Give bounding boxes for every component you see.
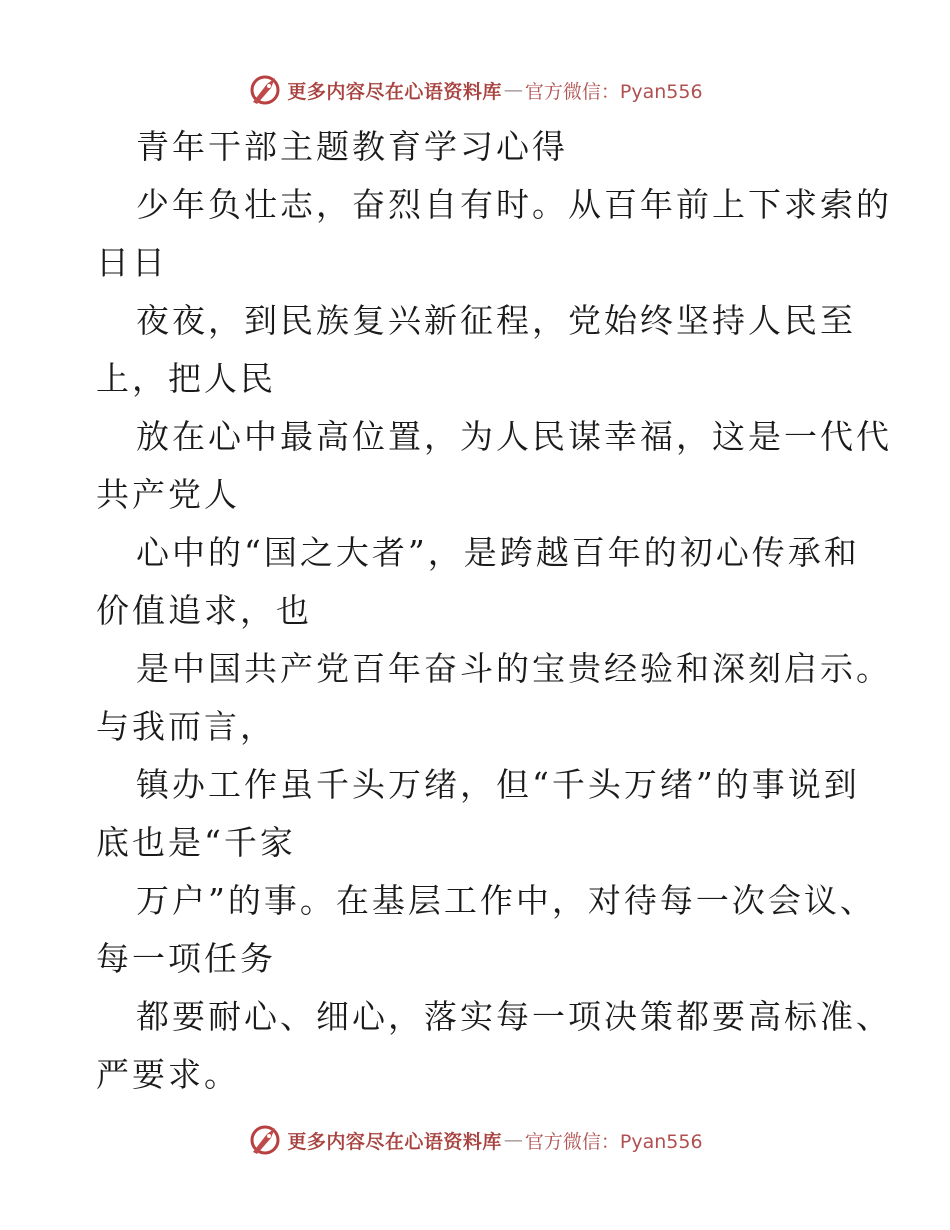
- paragraph-line: 夜夜，到民族复兴新征程，党始终坚持人民至: [136, 301, 856, 340]
- paragraph-line: 是中国共产党百年奋斗的宝贵经验和深刻启示。: [136, 649, 892, 688]
- paragraph-line: 心中的“国之大者”，是跨越百年的初心传承和: [136, 533, 860, 572]
- paragraph-line: 放在心中最高位置，为人民谋幸福，这是一代代: [136, 417, 892, 456]
- paragraph-line: 都要耐心、细心，落实每一项决策都要高标准、: [136, 997, 892, 1036]
- footer-banner: [0, 1120, 950, 1160]
- paragraph-line: 共产党人: [96, 475, 240, 514]
- paragraph-line: 与我而言，: [96, 707, 276, 746]
- header-banner-separator: —: [503, 79, 523, 101]
- pen-nib-logo-icon: [247, 1122, 283, 1158]
- paragraph-line: 每一项任务: [96, 939, 276, 978]
- document-title: 青年干部主题教育学习心得: [136, 127, 568, 166]
- paragraph-line: 价值追求，也: [96, 591, 312, 630]
- paragraph-line: 日日: [96, 243, 168, 282]
- paragraph-line: 万户”的事。在基层工作中，对待每一次会议、: [136, 881, 876, 920]
- paragraph-line: 少年负壮志，奋烈自有时。从百年前上下求索的: [136, 185, 892, 224]
- pen-nib-logo-icon: [247, 72, 283, 108]
- header-banner: [0, 70, 950, 110]
- footer-banner-text: 更多内容尽在心语资料库: [287, 1130, 502, 1153]
- document-body: [96, 118, 892, 1104]
- header-wechat-id: 官方微信：Pyan556: [524, 80, 703, 103]
- paragraph-line: 严要求。: [96, 1055, 240, 1094]
- footer-banner-separator: —: [503, 1129, 523, 1151]
- paragraph-line: 上，把人民: [96, 359, 276, 398]
- footer-wechat-id: 官方微信：Pyan556: [524, 1130, 703, 1153]
- paragraph-line: 底也是“千家: [96, 823, 296, 862]
- paragraph-line: 镇办工作虽千头万绪，但“千头万绪”的事说到: [136, 765, 860, 804]
- header-banner-text: 更多内容尽在心语资料库: [287, 80, 502, 103]
